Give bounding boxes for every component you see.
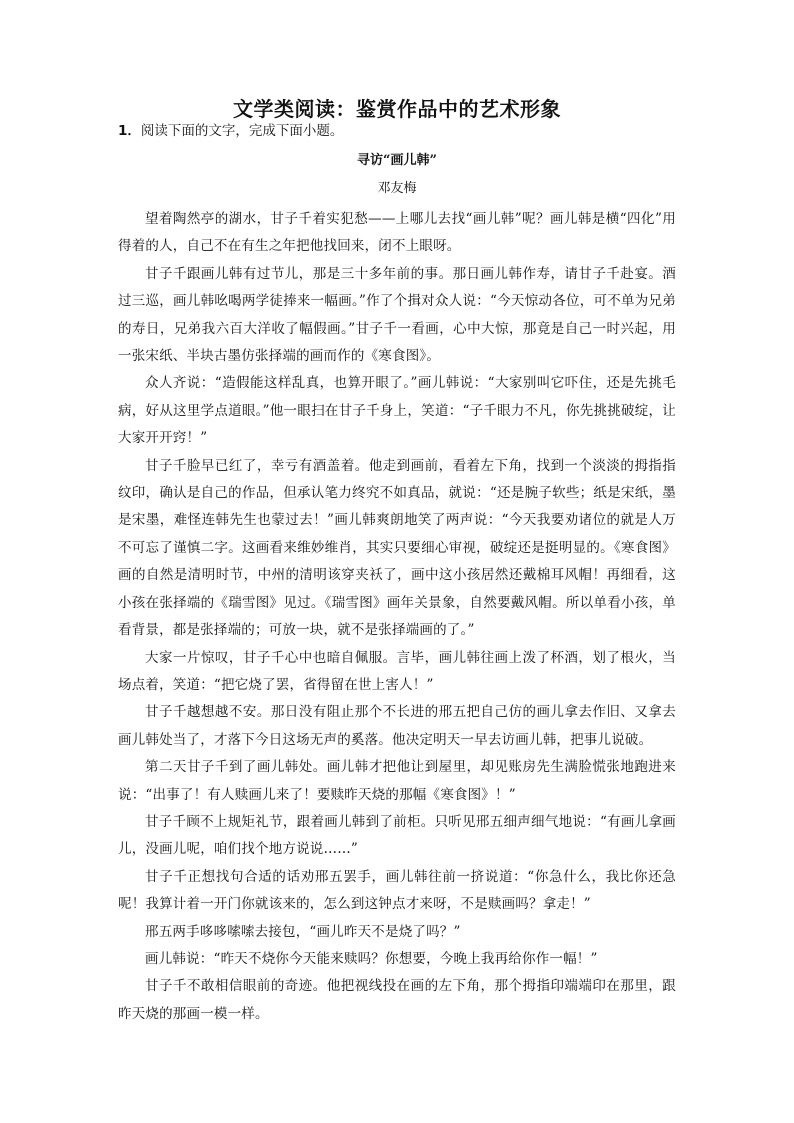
- paragraph: 大家一片惊叹，甘子千心中也暗自佩服。言毕，画儿韩往画上泼了杯酒，划了根火，当场点着，笑道：“把它烧了罢，省得留在世上害人！”: [118, 649, 676, 693]
- paragraph: 甘子千不敢相信眼前的奇迹。他把视线投在画的左下角，那个拇指印端端印在那里，跟昨天烧的那画一模一样。: [118, 978, 676, 1022]
- paragraph: 甘子千脸早已红了，幸亏有酒盖着。他走到画前，看着左下角，找到一个淡淡的拇指指纹印，确认是自己的作品，但承认笔力终究不如真品，就说：“还是腕子软些；纸是宋纸，墨是宋墨，难怪连韩先生也蒙过去！”画儿韩爽朗地笑了两声说：“今天我要劝诸位的就是人万不可忘了谨慎二字。这画看来维妙维肖，其实只要细心审视，破绽还是挺明显的。《寒食图》画的自然是清明时节，中州的清明该穿夹袄了，画中这小孩居然还戴棉耳风帽！再细看，这小孩在张择端的《瑞雪图》见过。《瑞雪图》画年关景象，自然要戴风帽。所以单看小孩，单看背景，都是张择端的；可放一块，就不是张择端画的了。”: [118, 457, 676, 639]
- story-author: 邓友梅: [377, 181, 417, 196]
- question-prompt: [118, 122, 678, 140]
- paragraph: 邢五两手哆哆嗦嗦去接包，“画儿昨天不是烧了吗？”: [145, 923, 461, 940]
- story-body: [118, 206, 676, 1028]
- paragraph: 画儿韩说：“昨天不烧你今天能来赎吗？你想要，今晚上我再给你作一幅！”: [145, 950, 598, 967]
- question-number: 1．: [118, 123, 141, 139]
- page-title: 文学类阅读：鉴赏作品中的艺术形象: [233, 97, 561, 121]
- story-title: 寻访“画儿韩”: [357, 153, 437, 168]
- paragraph: 第二天甘子千到了画儿韩处。画儿韩才把他让到屋里，却见账房先生满脸慌张地跑进来说：“出事了！有人赎画儿来了！要赎昨天烧的那幅《寒食图》！”: [118, 759, 676, 803]
- question-text: 阅读下面的文字，完成下面小题。: [140, 123, 344, 139]
- paragraph: 甘子千正想找句合适的话劝邢五罢手，画儿韩往前一挤说道：“你急什么，我比你还急呢！我算计着一开门你就该来的，怎么到这钟点才来呀，不是赎画吗？拿走！”: [118, 868, 676, 913]
- paragraph: 众人齐说：“造假能这样乱真，也算开眼了。”画儿韩说：“大家别叫它吓住，还是先挑毛病，好从这里学点道眼。”他一眼扫在甘子千身上，笑道：“子千眼力不凡，你先挑挑破绽，让大家开开窍！”: [118, 375, 676, 447]
- paragraph: 甘子千跟画儿韩有过节儿，那是三十多年前的事。那日画儿韩作寿，请甘子千赴宴。酒过三巡，画儿韩吆喝两学徒捧来一幅画。”作了个揖对众人说：“今天惊动各位，可不单为兄弟的寿日，兄弟我六百大洋收了幅假画。”甘子千一看画，心中大惊，那竟是自己一时兴起，用一张宋纸、半块古墨仿张择端的画而作的《寒食图》。: [118, 265, 676, 365]
- paragraph: 望着陶然亭的湖水，甘子千着实犯愁——上哪儿去找“画儿韩”呢？画儿韩是横“四化”用得着的人，自己不在有生之年把他找回来，闭不上眼呀。: [118, 211, 676, 255]
- paragraph: 甘子千越想越不安。那日没有阻止那个不长进的邢五把自己仿的画儿拿去作旧、又拿去画儿韩处当了，才落下今日这场无声的奚落。他决定明天一早去访画儿韩，把事儿说破。: [118, 704, 676, 748]
- paragraph: 甘子千顾不上规矩礼节，跟着画儿韩到了前柜。只听见邢五细声细气地说：“有画儿拿画儿，没画儿呢，咱们找个地方说说……”: [118, 813, 676, 858]
